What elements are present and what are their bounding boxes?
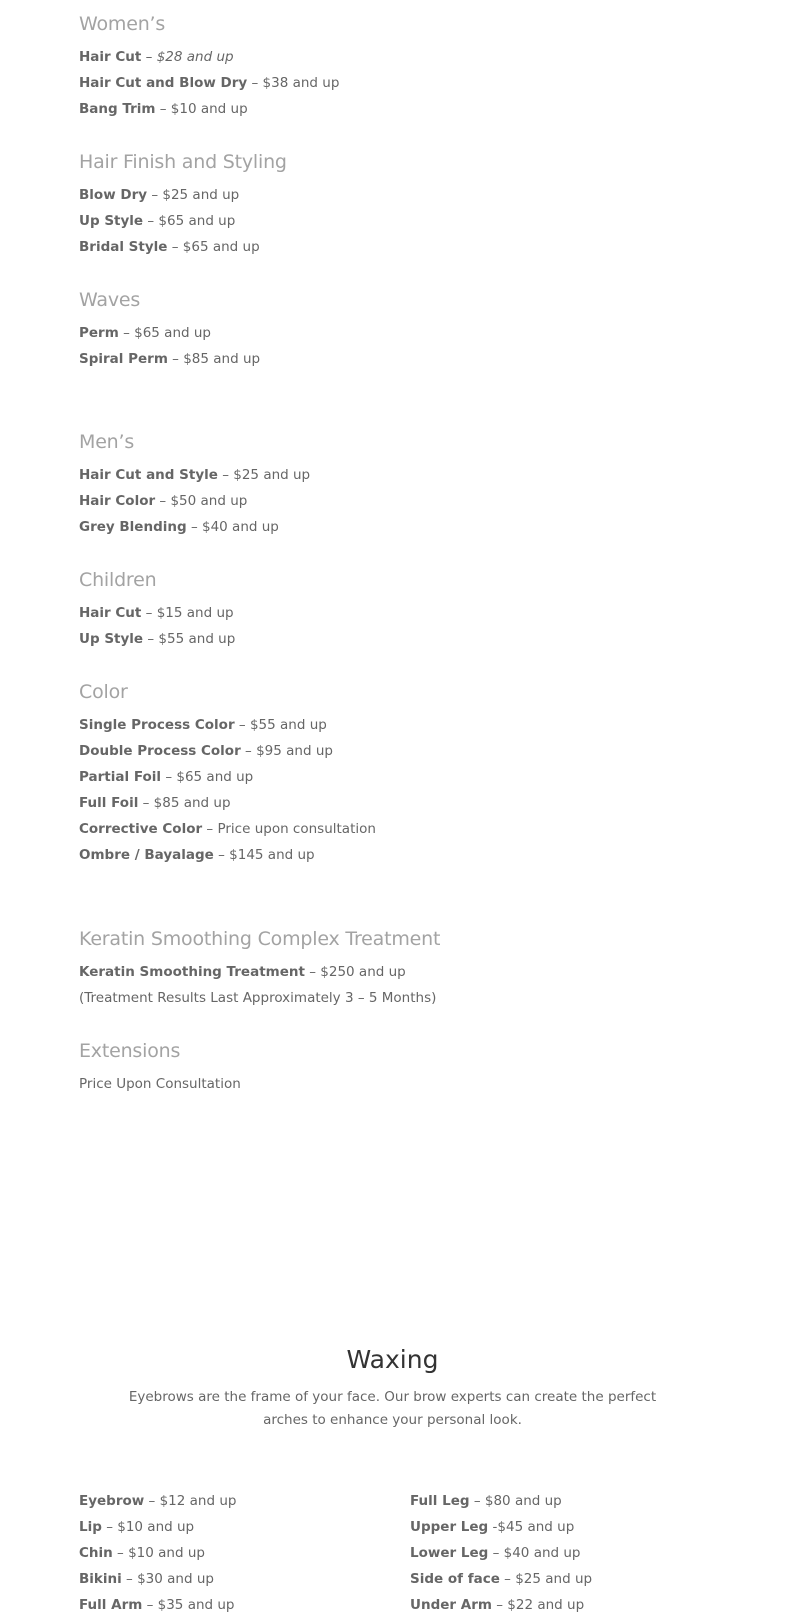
service-price: – $65 and up (118, 325, 211, 341)
service-name: Ombre / Bayalage (79, 847, 214, 863)
service-price: – $28 and up (141, 49, 234, 65)
section-mens (79, 430, 310, 540)
service-price: – $65 and up (167, 239, 260, 255)
service-price: – $25 and up (217, 467, 311, 483)
waxing-title: Waxing (346, 1345, 439, 1374)
price-item (79, 234, 287, 260)
service-price: – $65 and up (143, 213, 236, 229)
service-name: Side of face (410, 1571, 500, 1587)
price-item (79, 1488, 236, 1514)
service-name: Hair Cut and Style (79, 467, 218, 483)
service-name: Double Process Color (79, 743, 241, 759)
section-title: Men’s (79, 431, 135, 453)
waxing-list-right (410, 1488, 592, 1618)
treatment-note: (Treatment Results Last Approximately 3 – 5 Months) (79, 990, 437, 1006)
service-name: Perm (79, 325, 119, 341)
waxing-list-left (79, 1488, 236, 1618)
extensions-note: Price Upon Consultation (79, 1076, 241, 1092)
service-name: Bikini (79, 1571, 122, 1587)
section-title: Color (79, 681, 128, 703)
service-price: – $55 and up (234, 717, 327, 733)
price-item (410, 1592, 592, 1618)
service-price: – $10 and up (101, 1519, 195, 1535)
price-item (79, 488, 310, 514)
price-item (79, 1566, 236, 1592)
service-price: – $25 and up (499, 1571, 593, 1587)
price-item (79, 626, 235, 652)
price-item (79, 346, 260, 372)
service-name: Hair Cut (79, 605, 142, 621)
service-name: Up Style (79, 213, 144, 229)
price-item (79, 1592, 236, 1618)
service-name: Under Arm (410, 1597, 492, 1613)
service-name: Eyebrow (79, 1493, 145, 1509)
price-item (410, 1540, 592, 1566)
service-name: Full Foil (79, 795, 139, 811)
price-item (79, 738, 376, 764)
price-item (79, 842, 376, 868)
price-item (79, 462, 310, 488)
service-name: Chin (79, 1545, 113, 1561)
price-item (79, 712, 376, 738)
service-price: – $80 and up (469, 1493, 562, 1509)
section-title: Women’s (79, 13, 166, 35)
service-name: Hair Color (79, 493, 156, 509)
price-item (79, 600, 235, 626)
service-price: – $35 and up (142, 1597, 235, 1613)
service-name: Up Style (79, 631, 144, 647)
service-price: – $25 and up (147, 187, 240, 203)
section-color (79, 680, 376, 868)
service-price: – $10 and up (112, 1545, 205, 1561)
service-price: – $40 and up (488, 1545, 581, 1561)
service-name: Lower Leg (410, 1545, 489, 1561)
section-title: Extensions (79, 1040, 181, 1062)
service-name: Bang Trim (79, 101, 156, 117)
service-price: – Price upon consultation (202, 821, 376, 837)
service-price: – $12 and up (144, 1493, 237, 1509)
price-item (79, 208, 287, 234)
service-price: – $85 and up (138, 795, 231, 811)
price-item (79, 790, 376, 816)
service-price: – $10 and up (155, 101, 248, 117)
service-name: Single Process Color (79, 717, 235, 733)
service-name: Bridal Style (79, 239, 168, 255)
service-price: – $50 and up (155, 493, 248, 509)
service-price: – $22 and up (491, 1597, 585, 1613)
service-name: Hair Cut and Blow Dry (79, 75, 248, 91)
price-item (79, 1540, 236, 1566)
price-item (79, 182, 287, 208)
service-name: Full Leg (410, 1493, 470, 1509)
price-item (410, 1514, 592, 1540)
price-item (79, 320, 260, 346)
service-name: Lip (79, 1519, 102, 1535)
service-price: – $85 and up (167, 351, 261, 367)
price-item (410, 1566, 592, 1592)
service-price: – $38 and up (247, 75, 340, 91)
section-children (79, 568, 235, 652)
price-item (79, 96, 339, 122)
section-title: Waves (79, 289, 141, 311)
service-name: Full Arm (79, 1597, 143, 1613)
service-name: Spiral Perm (79, 351, 168, 367)
service-price: – $250 and up (304, 964, 406, 980)
price-item (79, 816, 376, 842)
section-hair-finish-styling (79, 150, 287, 260)
service-price: – $95 and up (240, 743, 333, 759)
price-item (79, 764, 376, 790)
waxing-description: Eyebrows are the frame of your face. Our brow experts can create the perfect arches to enhance your personal look. (128, 1389, 657, 1428)
section-extensions (79, 1039, 241, 1097)
price-item (79, 70, 339, 96)
service-price: – $55 and up (143, 631, 236, 647)
service-name: Hair Cut (79, 49, 142, 65)
service-name: Partial Foil (79, 769, 162, 785)
service-price: – $145 and up (213, 847, 315, 863)
section-title: Keratin Smoothing Complex Treatment (79, 928, 441, 950)
section-womens (79, 12, 339, 122)
service-name: Blow Dry (79, 187, 148, 203)
section-waxing (0, 1340, 785, 1432)
service-price: -$45 and up (488, 1519, 575, 1535)
service-name: Grey Blending (79, 519, 187, 535)
service-price: – $30 and up (121, 1571, 214, 1587)
price-item (79, 514, 310, 540)
price-item (410, 1488, 592, 1514)
section-waves (79, 288, 260, 372)
service-name: Upper Leg (410, 1519, 489, 1535)
price-item (79, 1514, 236, 1540)
section-keratin (79, 927, 440, 1011)
price-item (79, 44, 339, 70)
section-title: Children (79, 569, 157, 591)
price-item (79, 959, 440, 985)
service-price: – $15 and up (141, 605, 234, 621)
service-price: – $40 and up (186, 519, 279, 535)
service-name: Keratin Smoothing Treatment (79, 964, 305, 980)
section-title: Hair Finish and Styling (79, 151, 287, 173)
service-price: – $65 and up (161, 769, 254, 785)
service-name: Corrective Color (79, 821, 203, 837)
